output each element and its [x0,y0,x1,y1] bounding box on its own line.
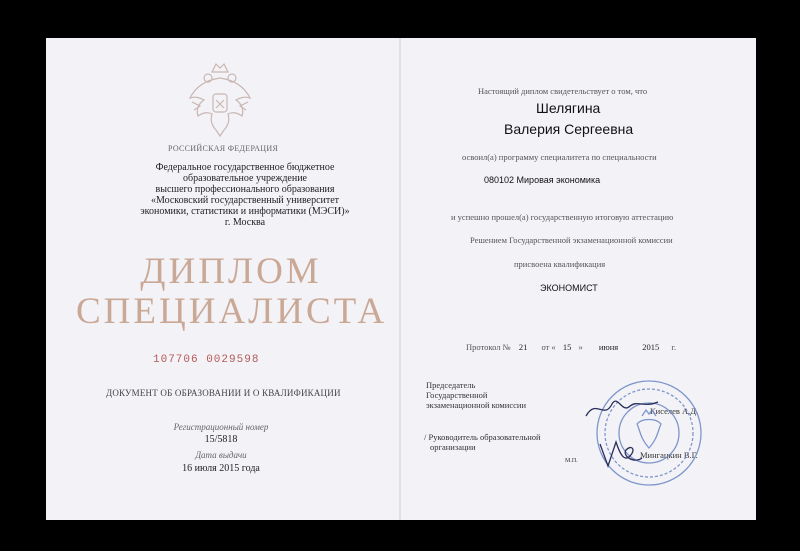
chair-signature [582,390,662,430]
document-type: ДОКУМЕНТ ОБ ОБРАЗОВАНИИ И О КВАЛИФИКАЦИИ [106,388,341,398]
diploma-document [46,38,756,520]
head-title-line: организации [430,442,476,452]
diploma-subtitle: СПЕЦИАЛИСТА [76,291,388,332]
intro-text: Настоящий диплом свидетельствует о том, что [478,86,648,96]
year-suffix: г. [671,342,677,352]
commission-decision: Решением Государственной экзаменационной комиссии [470,235,673,245]
issue-date-label: Дата выдачи [195,450,247,460]
registration-number: 15/5818 [204,434,238,445]
registration-label: Регистрационный номер [173,422,269,432]
head-signature [596,436,646,472]
program-text: освоил(а) программу специалитета по специальности [462,152,657,162]
institution-block [114,162,376,228]
head-title [424,432,541,452]
protocol-number: 21 [518,342,528,352]
protocol-day: 15 [562,342,572,352]
chair-name: Киселев А.Д. [650,406,699,416]
protocol-year: 2015 [642,342,660,352]
qualification-label: присвоена квалификация [514,259,606,269]
chair-title-line: Государственной [426,390,488,400]
issue-date: 16 июля 2015 года [182,463,260,474]
institution-line: экономики, статистики и информатики (МЭСИ)» [140,206,350,217]
protocol-from-label: от « [541,342,556,352]
attestation-text: и успешно прошел(а) государственную итоговую аттестацию [451,212,674,222]
stamp-place-label: М.П. [565,458,578,464]
graduate-surname: Шелягина [536,100,601,116]
country-label: РОССИЙСКАЯ ФЕДЕРАЦИЯ [168,144,279,153]
qualification: ЭКОНОМИСТ [540,283,598,293]
institution-line: «Московский государственный университет [150,195,340,206]
chair-title-line: Председатель [426,380,476,390]
head-title-line: / Руководитель образовательной [424,432,541,442]
coat-of-arms-emblem [186,58,254,140]
registration-block [146,422,296,474]
institution-city: г. Москва [224,217,266,228]
protocol-label: Протокол № [466,342,511,352]
graduate-given-names: Валерия Сергеевна [504,121,634,137]
specialty: 080102 Мировая экономика [484,175,601,185]
protocol-quote: » [578,342,583,352]
protocol-line [466,342,676,352]
institution-line: Федеральное государственное бюджетное [155,162,335,173]
institution-line: высшего профессионального образования [155,184,335,195]
diploma-title: ДИПЛОМ [140,251,322,292]
head-name: Мингацкин В.Г. [640,450,698,460]
institution-line: образовательное учреждение [182,173,307,184]
protocol-month: июня [598,342,619,352]
chair-title-line: экзаменационной комиссии [426,400,526,410]
chair-title [426,380,526,410]
page-fold [399,38,401,520]
serial-number: 107706 0029598 [153,354,260,366]
